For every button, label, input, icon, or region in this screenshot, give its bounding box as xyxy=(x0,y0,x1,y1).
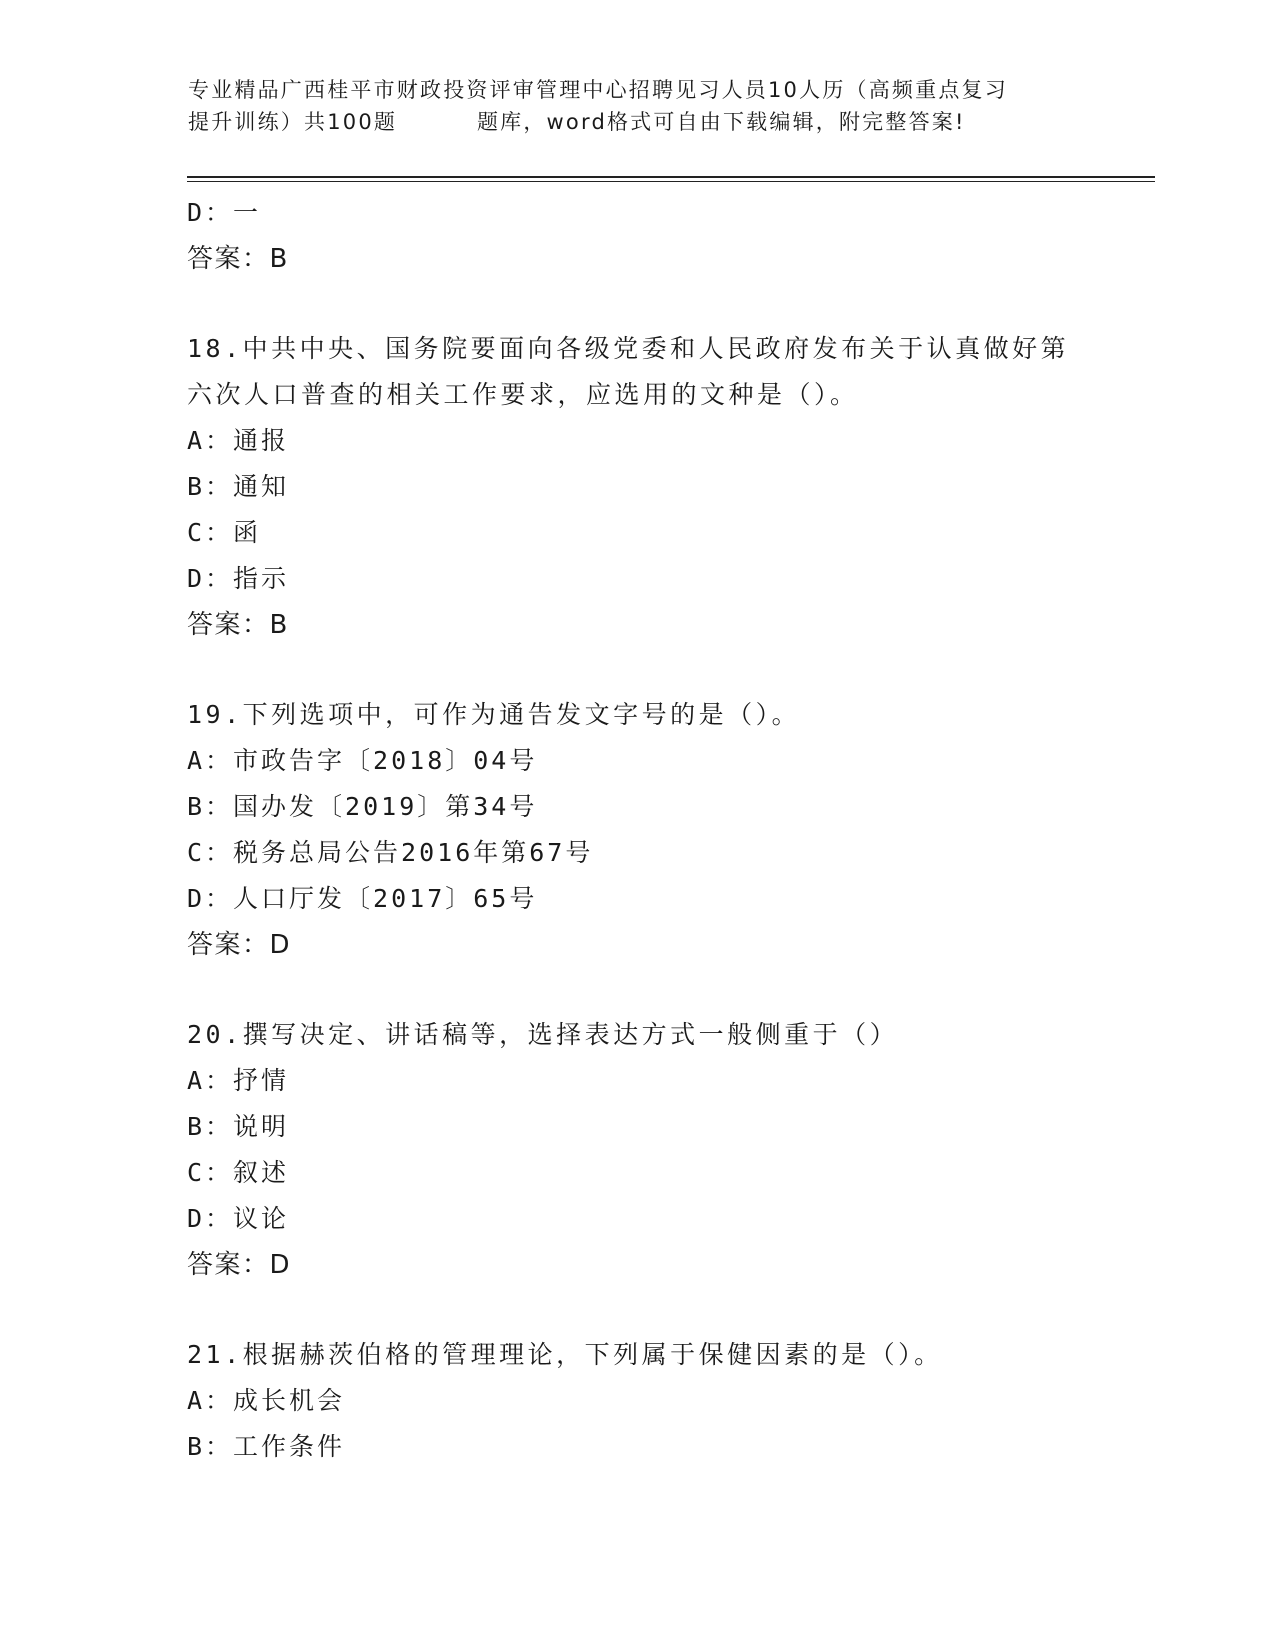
answer: 答案：D xyxy=(187,930,292,960)
question-stem: 21.根据赫茨伯格的管理理论，下列属于保健因素的是（）。 xyxy=(187,1340,943,1369)
option-c: C：税务总局公告2016年第67号 xyxy=(187,838,594,867)
question-18 xyxy=(187,326,1147,648)
question-20 xyxy=(187,1012,1147,1288)
option-a: A：抒情 xyxy=(187,1066,290,1095)
option-b: B：国办发〔2019〕第34号 xyxy=(187,792,538,821)
answer: 答案：D xyxy=(187,1250,292,1280)
question-stem-continued: 六次人口普查的相关工作要求，应选用的文种是（）。 xyxy=(187,380,859,409)
header-title-line-1: 专业精品广西桂平市财政投资评审管理中心招聘见习人员10人历（高频重点复习 xyxy=(188,78,1008,102)
question-stem: 20.撰写决定、讲话稿等，选择表达方式一般侧重于（） xyxy=(187,1020,899,1049)
option-c: C：函 xyxy=(187,518,262,547)
spacer xyxy=(187,968,1147,1012)
spacer xyxy=(187,648,1147,692)
answer: 答案：B xyxy=(187,610,289,640)
question-stem: 19.下列选项中，可作为通告发文字号的是（）。 xyxy=(187,700,801,729)
question-19 xyxy=(187,692,1147,968)
question-21 xyxy=(187,1332,1147,1470)
header-rule-thick xyxy=(187,176,1155,178)
option-a: A：通报 xyxy=(187,426,290,455)
question-stem: 18.中共中央、国务院要面向各级党委和人民政府发布关于认真做好第 xyxy=(187,334,1070,363)
option-b: B：说明 xyxy=(187,1112,290,1141)
header-rule-thin xyxy=(187,181,1155,182)
spacer xyxy=(187,282,1147,326)
option-b: B：工作条件 xyxy=(187,1432,346,1461)
prev-question-answer: 答案：B xyxy=(187,244,289,274)
option-b: B：通知 xyxy=(187,472,290,501)
option-c: C：叙述 xyxy=(187,1158,290,1187)
option-d: D：人口厅发〔2017〕65号 xyxy=(187,884,538,913)
option-d: D：指示 xyxy=(187,564,290,593)
option-a: A：成长机会 xyxy=(187,1386,346,1415)
question-list xyxy=(187,190,1147,1470)
spacer xyxy=(187,1288,1147,1332)
header-title-line-2: 提升训练）共100题 题库，word格式可自由下载编辑，附完整答案! xyxy=(188,110,966,134)
option-a: A：市政告字〔2018〕04号 xyxy=(187,746,538,775)
document-header xyxy=(188,74,1088,138)
prev-question-option-d: D：一 xyxy=(187,198,262,227)
option-d: D：议论 xyxy=(187,1204,290,1233)
